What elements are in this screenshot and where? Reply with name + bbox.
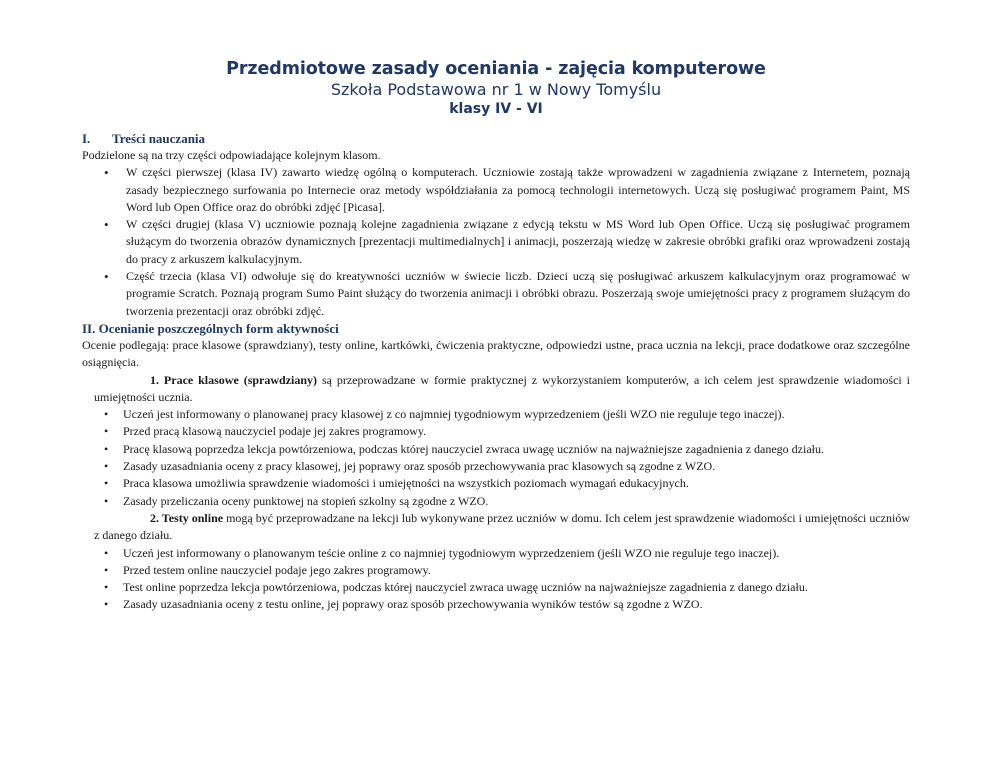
subsection-2-paragraph [94,510,910,545]
list-item: • Zasady uzasadniania oceny z pracy klasowej, jej poprawy oraz sposób przechowywania prac klasowych są zgodne z WZO. [82,458,910,475]
list-item: • Zasady przeliczania oceny punktowej na stopień szkolny są zgodne z WZO. [82,493,910,510]
subsection-1-list [82,406,910,510]
list-item: • Przed pracą klasową nauczyciel podaje jej zakres programowy. [82,423,910,440]
list-item: • W części drugiej (klasa V) uczniowie poznają kolejne zagadnienia związane z edycją tekstu w MS Word lub Open Office. Uczą się posługiwać programem służącym do tworzenia obrazów dynamicznych [prezentacji multimedialnych] i animacji, poszerzają wiedzę w zakresie obróbki grafiki oraz wprowadzeni zostają do pracy z arkuszem kalkulacyjnym. [82,216,910,268]
section-1-heading [82,130,910,147]
list-item: • Część trzecia (klasa VI) odwołuje się do kreatywności uczniów w świecie liczb. Dzieci uczą się posługiwać arkuszem kalkulacyjnym oraz programować w programie Scratch. Poznają program Sumo Paint służący do tworzenia animacji i obróbki obrazu. Poszerzają swoje umiejętności pracy z programem służącym do tworzenia prezentacji oraz obróbki zdjęć. [82,268,910,320]
section-2-heading [82,320,910,337]
document-header [82,59,910,117]
section-2-intro: Ocenie podlegają: prace klasowe (sprawdziany), testy online, kartkówki, ćwiczenia praktyczne, odpowiedzi ustne, praca ucznia na lekcji, prace dodatkowe oraz szczególne osiągnięcia. [82,337,910,370]
subsection-2-list [82,545,910,614]
subsection-2-text: mogą być przeprowadzane na lekcji lub wykonywane przez uczniów w domu. Ich celem jest sprawdzenie wiadomości i umiejętności uczniów z danego działu. [94,510,910,543]
list-item: • W części pierwszej (klasa IV) zawarto wiedzę ogólną o komputerach. Uczniowie zostają także wprowadzeni w zagadnienia związane z Internetem, poznają zasady bezpiecznego surfowania po Internecie oraz metody współdziałania za pomocą technologii internetowych. Uczą się posługiwać programem Paint, MS Word lub Open Office oraz do obróbki zdjęć [Picasa]. [82,164,910,216]
section-2-number: II. [82,320,96,336]
subsection-2-label: 2. Testy online [150,510,224,525]
section-1-title: Treści nauczania [112,131,206,146]
list-item: • Test online poprzedza lekcja powtórzeniowa, podczas której nauczyciel zwraca uwagę uczniów na najważniejsze zagadnienia z danego działu. [82,579,910,596]
section-1-number: I. [82,131,91,146]
list-item: • Uczeń jest informowany o planowanym teście online z co najmniej tygodniowym wyprzedzeniem (jeśli WZO nie reguluje tego inaczej). [82,545,910,562]
section-1-list [82,164,910,320]
subsection-1-paragraph [94,372,910,407]
subsection-1-label: 1. Prace klasowe (sprawdziany) [150,372,318,387]
section-1-intro: Podzielone są na trzy części odpowiadające kolejnym klasom. [82,148,381,162]
document-body [82,130,910,614]
school-name: Szkoła Podstawowa nr 1 w Nowy Tomyślu [330,80,662,99]
class-range: klasy IV - VI [449,101,543,117]
list-item: • Uczeń jest informowany o planowanej pracy klasowej z co najmniej tygodniowym wyprzedzeniem (jeśli WZO nie reguluje tego inaczej). [82,406,910,423]
document-title: Przedmiotowe zasady oceniania - zajęcia komputerowe [226,59,766,79]
list-item: • Zasady uzasadniania oceny z testu online, jej poprawy oraz sposób przechowywania wyników testów są zgodne z WZO. [82,596,910,613]
list-item: • Pracę klasową poprzedza lekcja powtórzeniowa, podczas której nauczyciel zwraca uwagę uczniów na najważniejsze zagadnienia z danego działu. [82,441,910,458]
subsection-1-text: są przeprowadzane w formie praktycznej z wykorzystaniem komputerów, a ich celem jest sprawdzenie wiadomości i umiejętności ucznia. [94,372,910,404]
section-2-title: Ocenianie poszczególnych form aktywności [98,320,339,336]
document-page [0,59,992,761]
list-item: • Przed testem online nauczyciel podaje jego zakres programowy. [82,562,910,579]
list-item: • Praca klasowa umożliwia sprawdzenie wiadomości i umiejętności na wszystkich poziomach wymagań edukacyjnych. [82,475,910,492]
